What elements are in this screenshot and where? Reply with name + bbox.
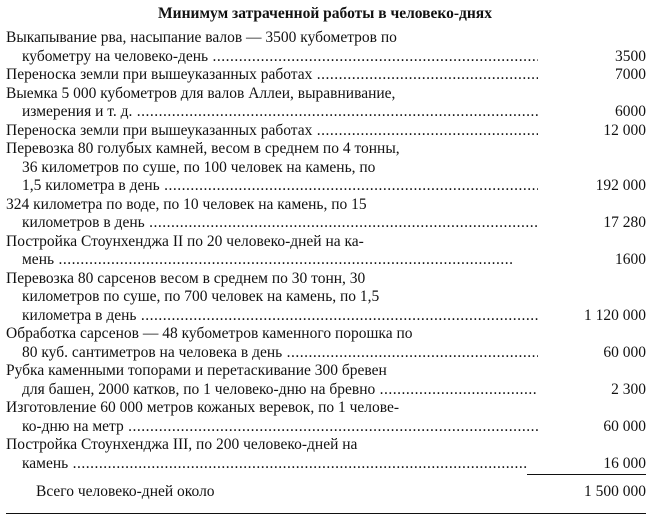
row-description-line: Выемка 5 000 кубометров для валов Аллеи, выравнивание, [6, 84, 396, 102]
table-row [6, 233, 646, 270]
row-description [6, 122, 538, 141]
total-label: Всего человеко-дней около [36, 483, 215, 500]
row-value: 60 000 [603, 343, 646, 361]
row-description [6, 399, 538, 436]
row-description-line: километров в день ..... [6, 214, 538, 233]
table-row [6, 66, 646, 85]
row-value: 12 000 [603, 121, 646, 139]
row-description [6, 325, 538, 362]
row-value: 1600 [615, 251, 646, 268]
row-description-line: кубометру на человеко-день ..... [6, 48, 538, 67]
table-row [6, 196, 646, 233]
row-description [6, 29, 538, 66]
table-row [6, 436, 646, 473]
row-value: 60 000 [603, 417, 646, 435]
row-description-line: Постройка Стоунхенджа III, по 200 человеко-дней на [6, 436, 358, 453]
table-row [6, 29, 646, 66]
row-description-line: 324 километра по воде, по 10 человек на камень, по 15 [6, 195, 367, 213]
row-description-line: 1,5 километра в день ..... [6, 177, 538, 196]
total-value: 1 500 000 [584, 483, 646, 500]
sum-separator-line [527, 474, 646, 475]
row-description-line: 80 куб. сантиметров на человека в день ..... [6, 344, 538, 363]
row-description [6, 436, 538, 473]
row-description [6, 85, 538, 122]
row-description-line: 36 километров по суше, по 100 человек на камень, по [22, 158, 376, 176]
row-description-line: километров по суше, по 700 человек на камень, по 1,5 [22, 288, 380, 305]
row-description-line: Обработка сарсенов — 48 кубометров каменного порошка по [6, 325, 413, 342]
table-row [6, 325, 646, 362]
labor-table [6, 29, 646, 473]
row-description [6, 270, 538, 326]
table-row [6, 362, 646, 399]
row-description-line: Переноска земли при вышеуказанных работах ..... [6, 122, 538, 141]
row-value: 3500 [615, 47, 646, 65]
row-description [6, 362, 538, 399]
row-value: 2 300 [611, 380, 646, 398]
table-row [6, 85, 646, 122]
table-row [6, 399, 646, 436]
row-description-line: Перевозка 80 голубых камней, весом в среднем по 4 тонны, [6, 140, 400, 157]
row-description-line: Постройка Стоунхенджа II по 20 человеко-дней на ка- [6, 232, 364, 250]
row-description-line: Рубка каменными топорами и перетаскивание 300 бревен [6, 362, 387, 379]
row-description-line: Переноска земли при вышеуказанных работах ..... [6, 66, 538, 85]
row-value: 7000 [615, 66, 646, 83]
row-value: 16 000 [603, 454, 646, 472]
row-value: 1 120 000 [584, 306, 646, 324]
row-value: 17 280 [603, 214, 646, 231]
row-value: 192 000 [595, 177, 646, 194]
total-row [36, 483, 646, 502]
row-description-line: Выкапывание рва, насыпание валов — 3500 кубометров по [6, 29, 397, 46]
table-row [6, 122, 646, 141]
row-description [6, 140, 538, 196]
row-description [6, 66, 538, 85]
table-row [6, 140, 646, 196]
row-description-line: Изготовление 60 000 метров кожаных веревок, по 1 челове- [6, 399, 400, 416]
row-value: 6000 [615, 103, 646, 120]
row-description-line: измерения и т. д. ..... [6, 103, 538, 122]
row-description-line: камень ..... [6, 455, 538, 474]
row-description-line: для башен, 2000 катков, по 1 человеко-дню на бревно ..... [6, 381, 538, 400]
bottom-rule [6, 513, 646, 514]
row-description [6, 196, 538, 233]
table-row [6, 270, 646, 326]
table-title: Минимум затраченной работы в человеко-днях [158, 5, 492, 22]
row-description-line: Перевозка 80 сарсенов весом в среднем по 30 тонн, 30 [6, 269, 366, 287]
row-description [6, 233, 538, 270]
row-description-line: километра в день ..... [6, 307, 538, 326]
row-description-line: ко-дню на метр ..... [6, 418, 538, 437]
row-description-line: мень ..... [6, 251, 538, 270]
